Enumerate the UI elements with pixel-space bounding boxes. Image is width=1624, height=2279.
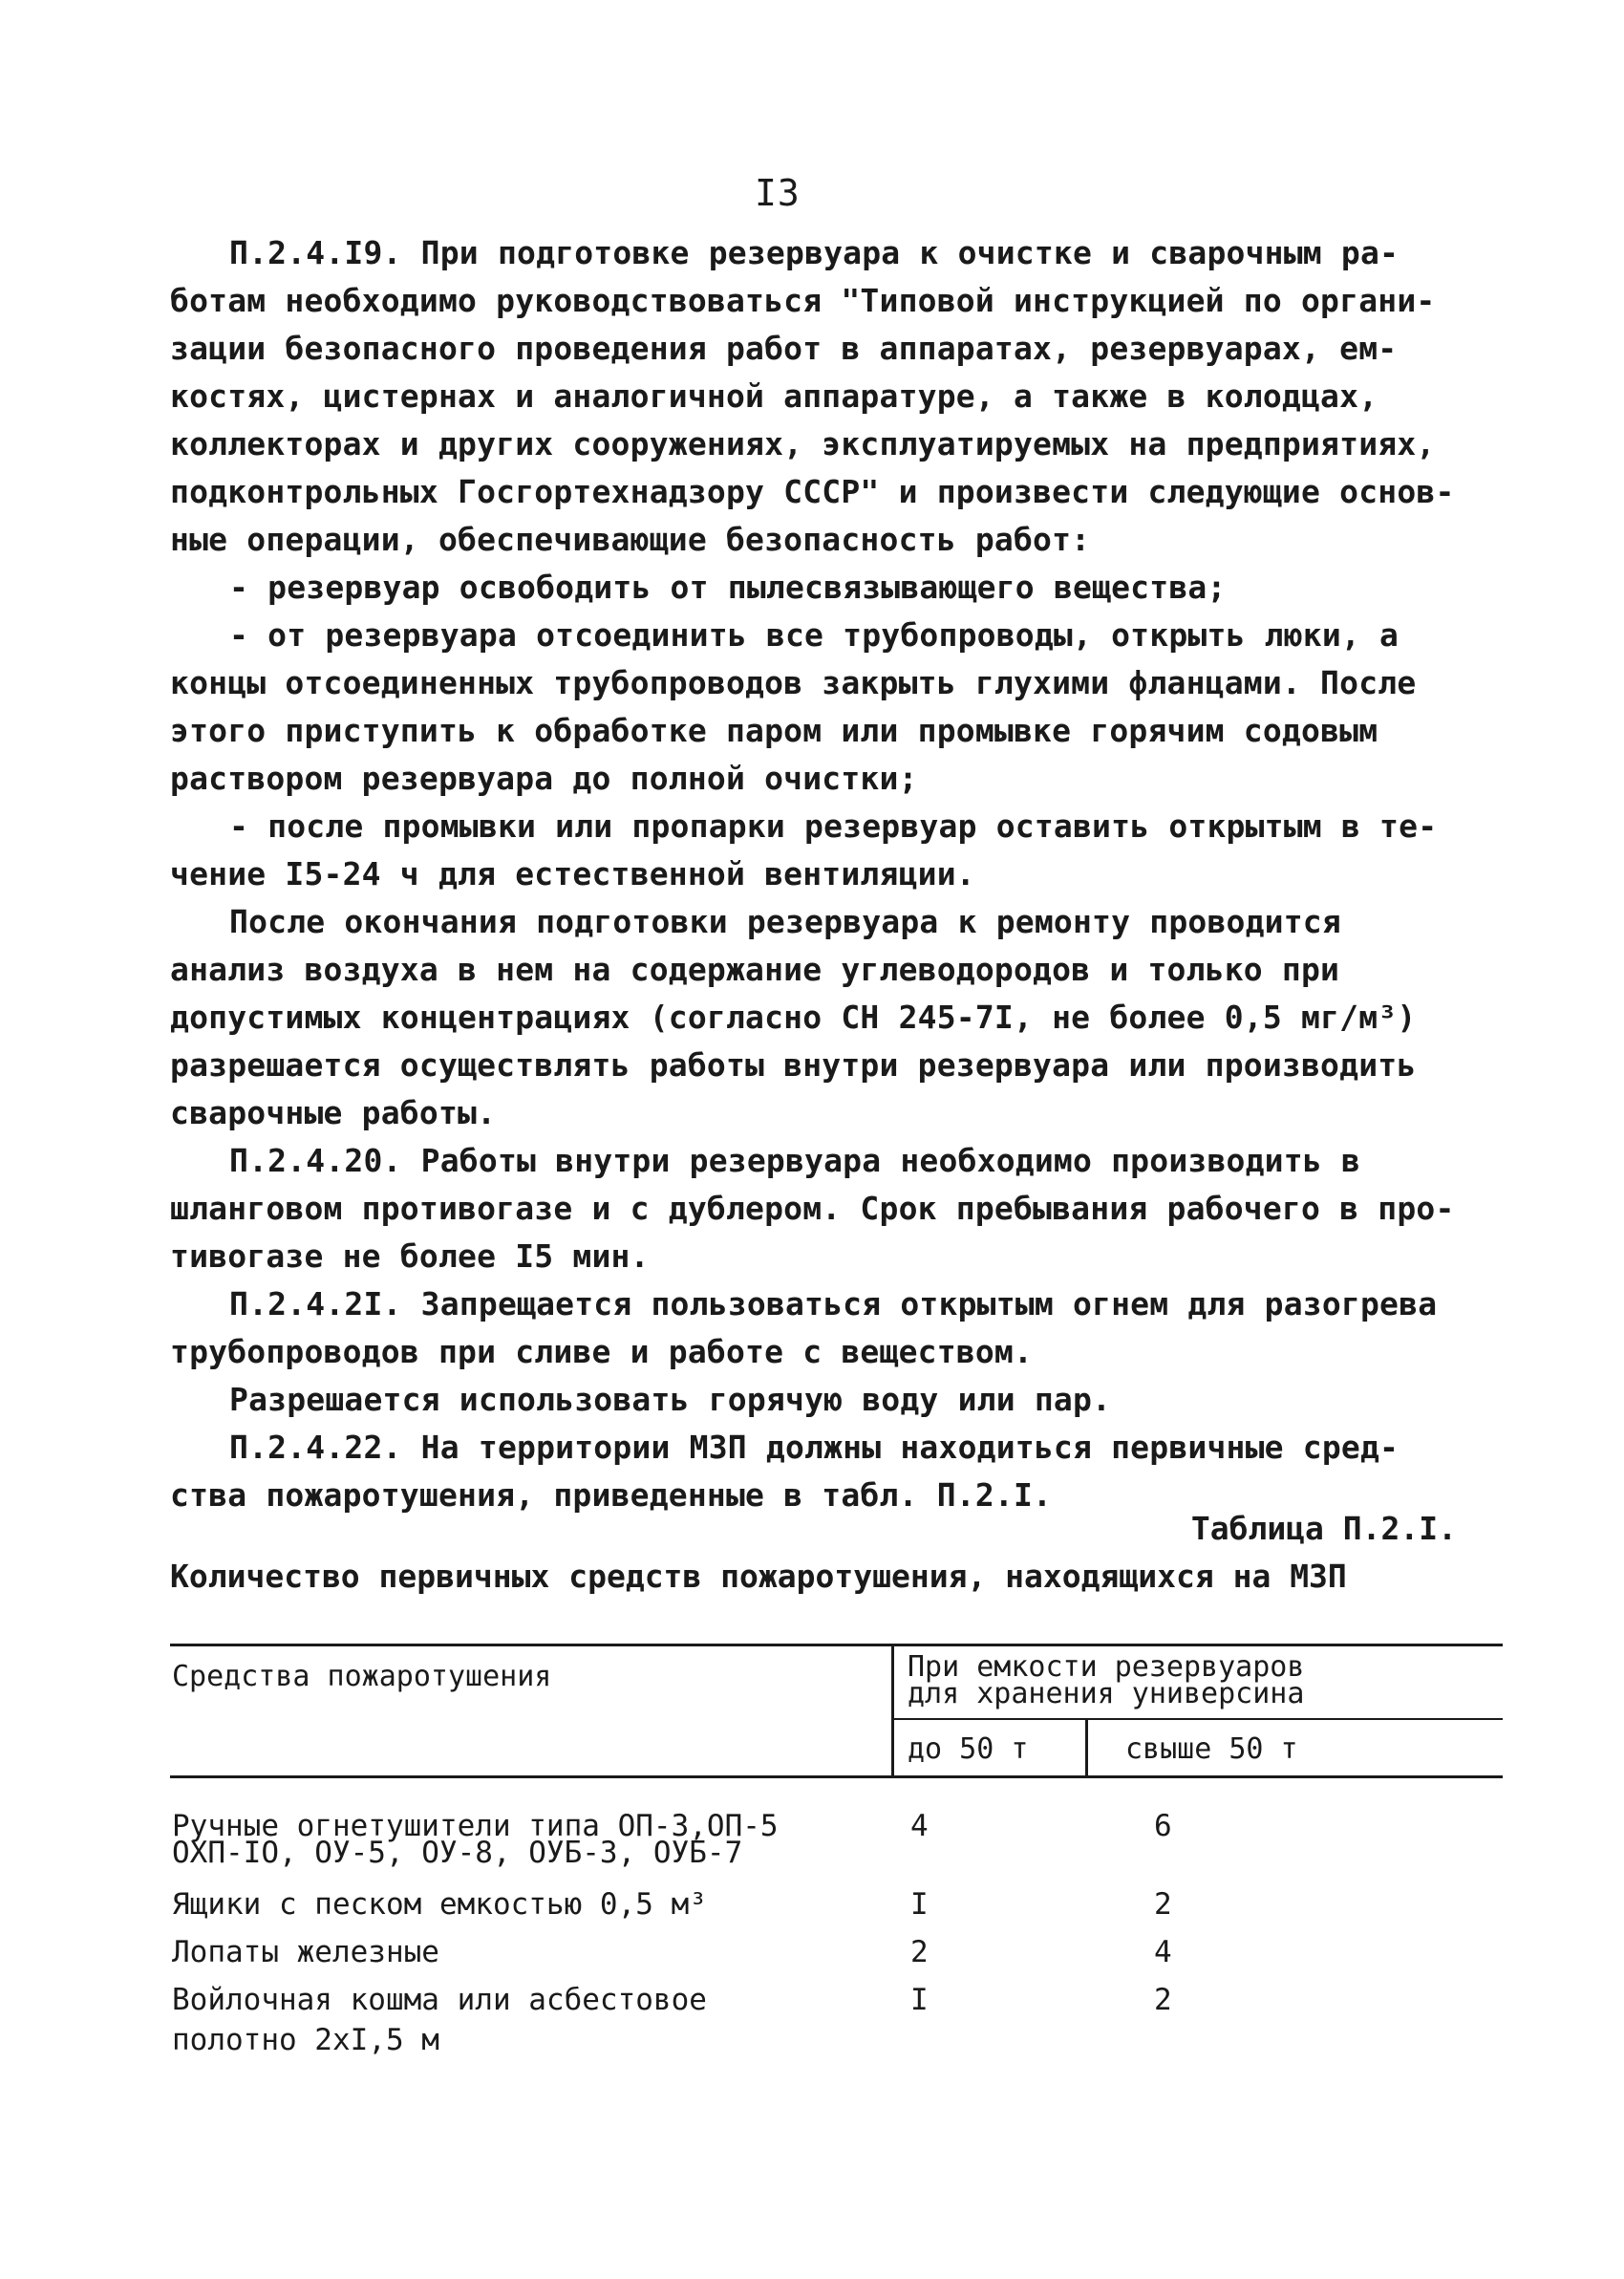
text-line: чение I5-24 ч для естественной вентиляции. bbox=[170, 855, 975, 892]
text-line: П.2.4.22. На территории МЗП должны находиться первичные сред- bbox=[229, 1429, 1400, 1466]
table-row-name: Войлочная кошма или асбестовое bbox=[172, 1983, 707, 2017]
table-column-divider bbox=[891, 1645, 894, 1777]
table-cell-over-50: 2 bbox=[1154, 1887, 1172, 1922]
text-line: коллекторах и других сооружениях, эксплуатируемых на предприятиях, bbox=[170, 425, 1436, 462]
text-line: сварочные работы. bbox=[170, 1094, 497, 1131]
table-row-name: Ручные огнетушители типа ОП-3,ОП-5 bbox=[172, 1809, 779, 1843]
text-line: - резервуар освободить от пылесвязывающего вещества; bbox=[229, 569, 1227, 606]
text-line: После окончания подготовки резервуара к ремонту проводится bbox=[229, 903, 1341, 940]
table-top-rule bbox=[170, 1644, 1503, 1646]
table-cell-over-50: 2 bbox=[1154, 1983, 1172, 2017]
text-line: П.2.4.20. Работы внутри резервуара необходимо производить в bbox=[229, 1142, 1360, 1179]
table-cell-over-50: 6 bbox=[1154, 1809, 1172, 1843]
table-cell-over-50: 4 bbox=[1154, 1935, 1172, 1969]
table-label: Таблица П.2.I. bbox=[1190, 1510, 1457, 1547]
text-line: зации безопасного проведения работ в аппаратах, резервуарах, ем- bbox=[170, 330, 1398, 367]
text-line: Разрешается использовать горячую воду или пар. bbox=[229, 1381, 1112, 1418]
text-line: П.2.4.I9. При подготовке резервуара к очистке и сварочным ра- bbox=[229, 234, 1400, 271]
text-line: шланговом противогазе и с дублером. Срок пребывания рабочего в про- bbox=[170, 1190, 1455, 1227]
text-line: разрешается осуществлять работы внутри резервуара или производить bbox=[170, 1046, 1417, 1084]
text-line: подконтрольных Госгортехнадзору СССР" и произвести следующие основ- bbox=[170, 473, 1455, 510]
table-cell-upto-50: I bbox=[910, 1983, 929, 2017]
table-row-name-cont: полотно 2хI,5 м bbox=[172, 2023, 439, 2057]
table-cell-upto-50: 4 bbox=[910, 1809, 929, 1843]
text-line: ства пожаротушения, приведенные в табл. П.2.I. bbox=[170, 1476, 1053, 1514]
table-subheader-rule bbox=[891, 1718, 1503, 1720]
text-line: трубопроводов при сливе и работе с веществом. bbox=[170, 1333, 1034, 1370]
table-row-name-cont: ОХП-IО, ОУ-5, ОУ-8, ОУБ-3, ОУБ-7 bbox=[172, 1836, 743, 1870]
header-group-line2: для хранения универсина bbox=[908, 1677, 1305, 1710]
text-line: ные операции, обеспечивающие безопасность работ: bbox=[170, 521, 1091, 558]
text-line: этого приступить к обработке паром или промывке горячим содовым bbox=[170, 712, 1378, 749]
text-line: - от резервуара отсоединить все трубопроводы, открыть люки, а bbox=[229, 616, 1400, 654]
table-cell-upto-50: 2 bbox=[910, 1935, 929, 1969]
text-line: анализ воздуха в нем на содержание углеводородов и только при bbox=[170, 951, 1340, 988]
header-group-line1: При емкости резервуаров bbox=[908, 1650, 1305, 1684]
text-line: допустимых концентрациях (согласно СН 245-7I, не более 0,5 мг/м³) bbox=[170, 999, 1417, 1036]
header-sub-upto-50: до 50 т bbox=[908, 1732, 1029, 1766]
table-row-name: Лопаты железные bbox=[172, 1935, 439, 1969]
text-line: тивогазе не более I5 мин. bbox=[170, 1237, 650, 1275]
header-col-means: Средства пожаротушения bbox=[172, 1660, 552, 1693]
table-cell-upto-50: I bbox=[910, 1887, 929, 1922]
table-title: Количество первичных средств пожаротушения, находящихся на МЗП bbox=[170, 1558, 1347, 1595]
text-line: ботам необходимо руководствоваться "Типовой инструкцией по органи- bbox=[170, 282, 1436, 319]
header-sub-over-50: свыше 50 т bbox=[1125, 1732, 1298, 1766]
text-line: П.2.4.2I. Запрещается пользоваться открытым огнем для разогрева bbox=[229, 1285, 1438, 1322]
body-text bbox=[170, 229, 1488, 1519]
text-line: раствором резервуара до полной очистки; bbox=[170, 760, 918, 797]
text-line: костях, цистернах и аналогичной аппаратуре, а также в колодцах, bbox=[170, 377, 1378, 415]
table-row-name: Ящики с песком емкостью 0,5 м³ bbox=[172, 1887, 707, 1922]
text-line: - после промывки или пропарки резервуар оставить открытым в те- bbox=[229, 807, 1438, 845]
table-subcolumn-divider bbox=[1085, 1720, 1088, 1777]
text-line: концы отсоединенных трубопроводов закрыть глухими фланцами. После bbox=[170, 664, 1417, 701]
table-header-rule bbox=[170, 1775, 1503, 1778]
page-number: I3 bbox=[755, 172, 801, 214]
